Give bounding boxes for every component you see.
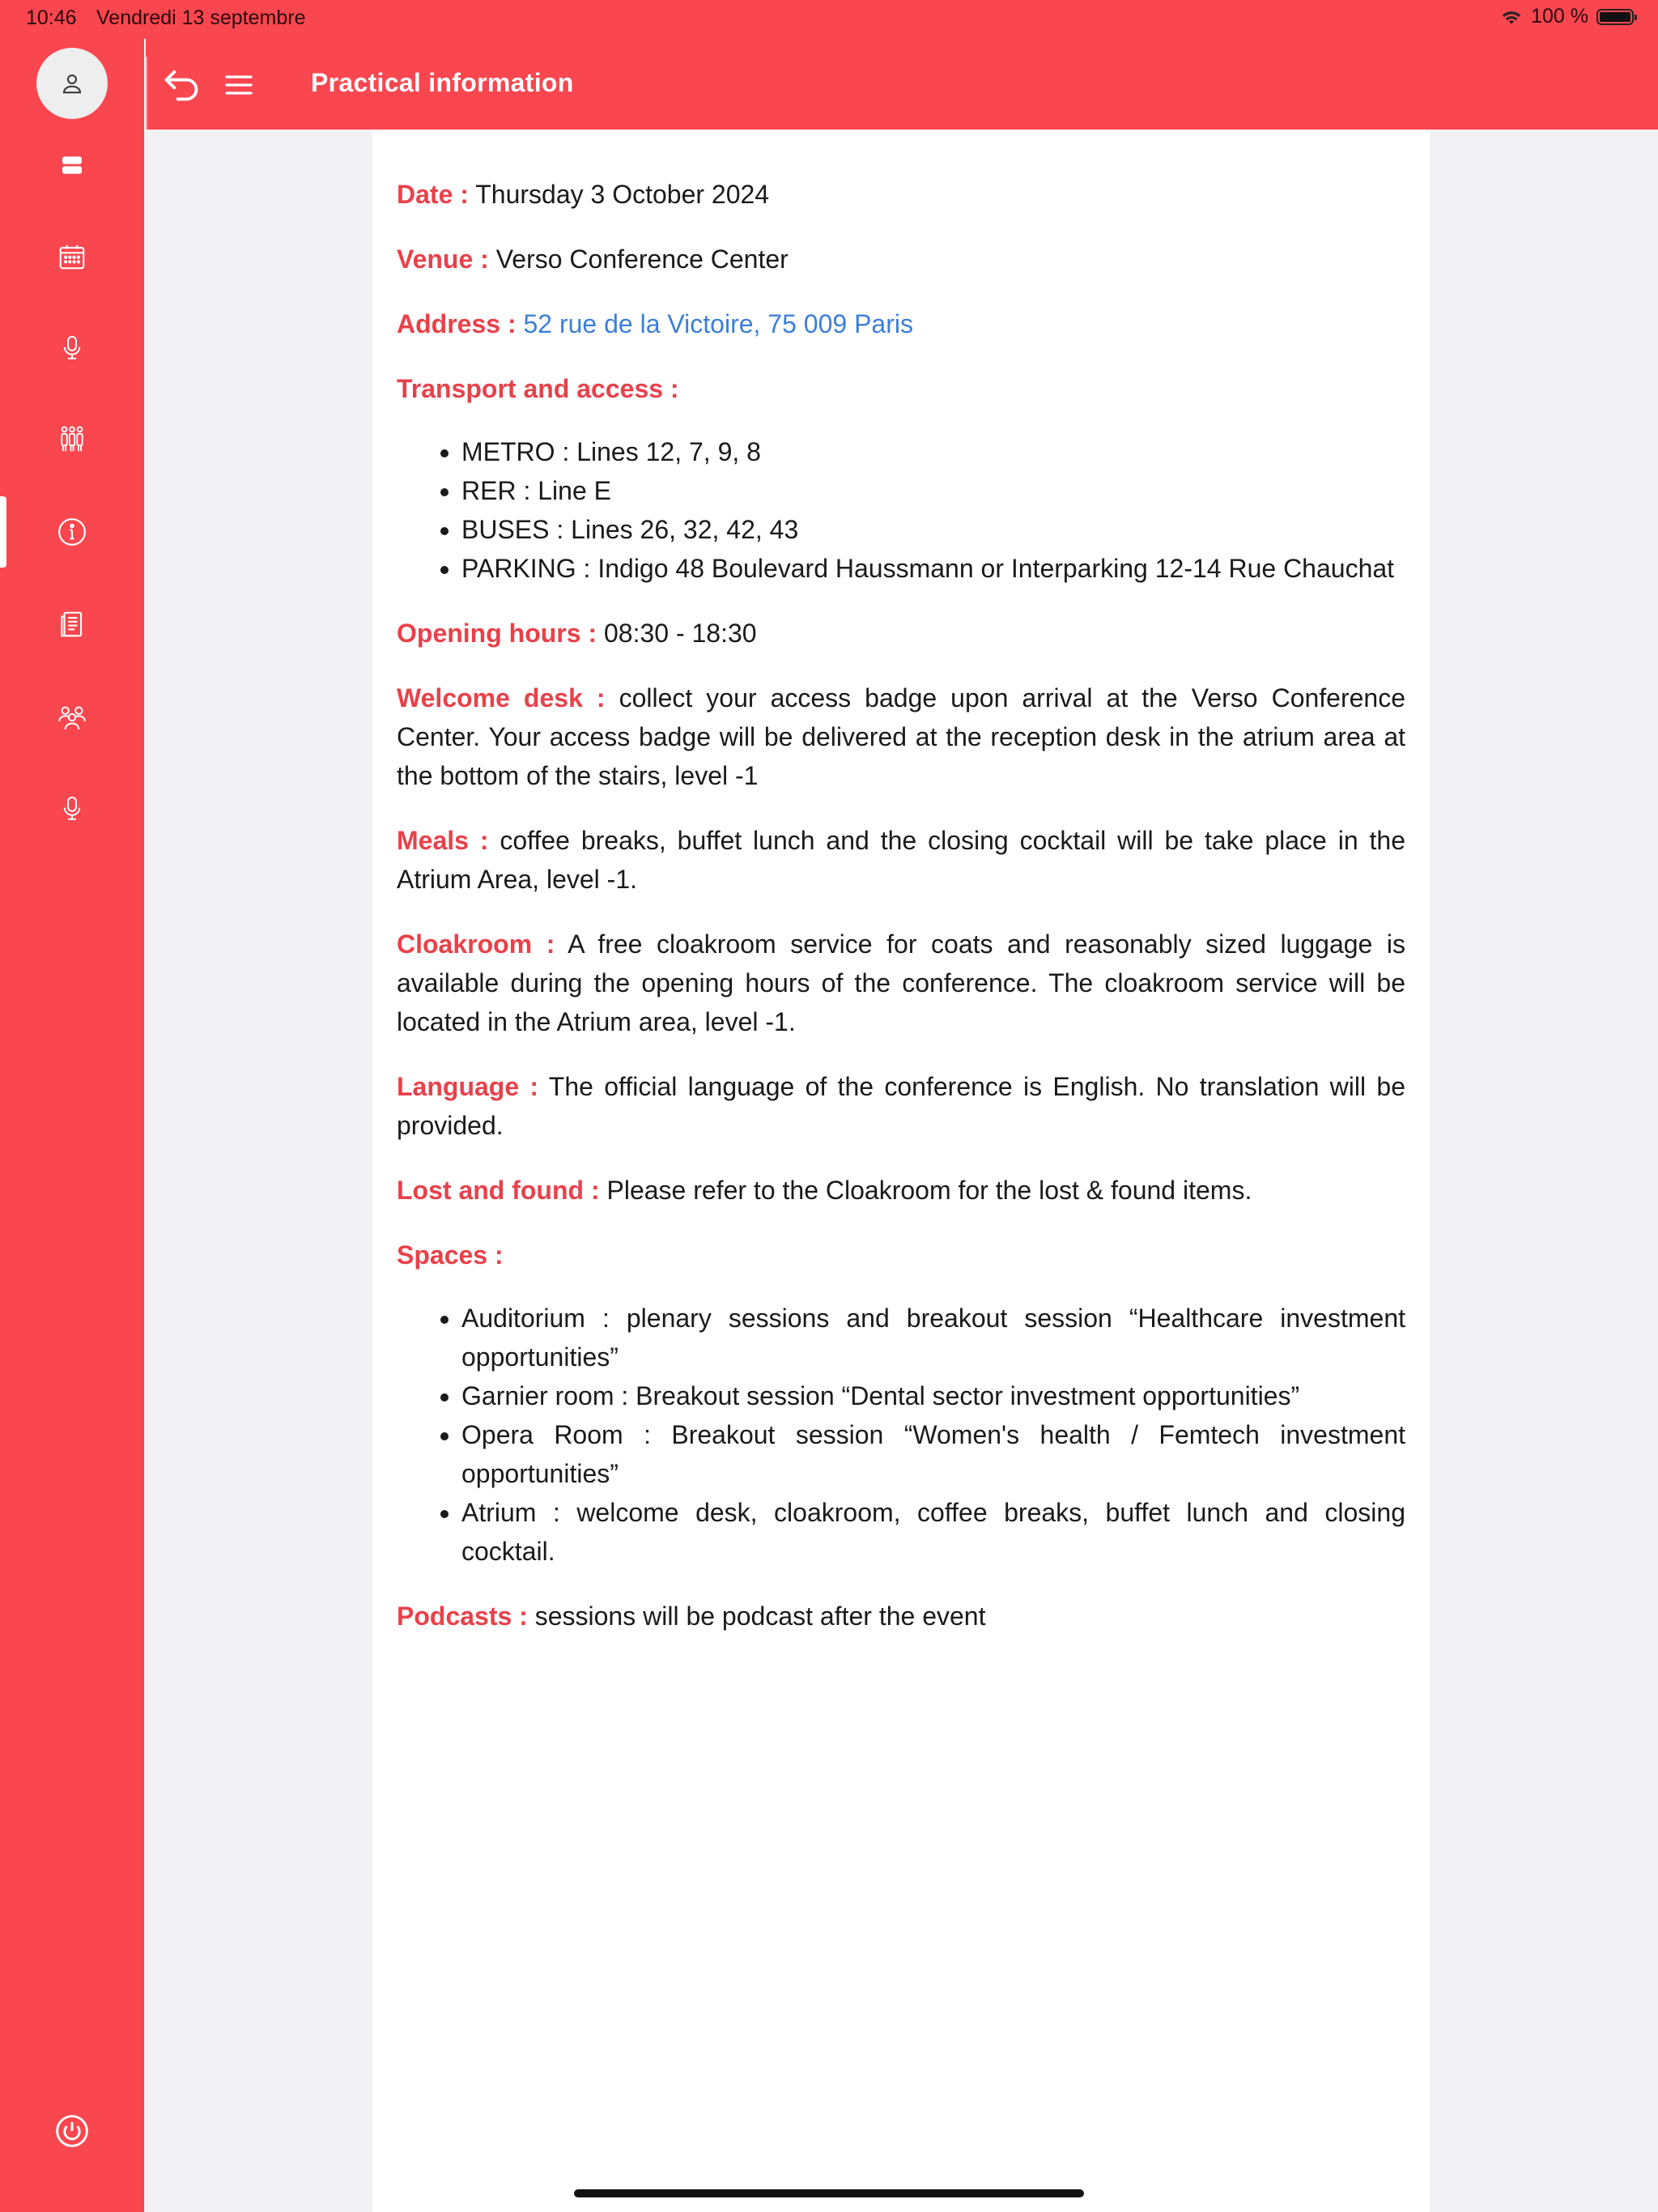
document-icon bbox=[57, 608, 87, 640]
back-arrow-icon bbox=[160, 63, 202, 105]
spaces-list bbox=[397, 1299, 1405, 1571]
venue-value: Verso Conference Center bbox=[495, 245, 789, 274]
list-item: • PARKING : Indigo 48 Boulevard Haussmann or Interparking 12-14 Rue Chauchat bbox=[461, 549, 1405, 588]
header-divider bbox=[146, 57, 147, 130]
sidebar-item-practical-info[interactable] bbox=[0, 500, 144, 564]
address-link[interactable]: 52 rue de la Victoire, 75 009 Paris bbox=[523, 309, 913, 338]
profile-avatar-button[interactable] bbox=[36, 48, 108, 119]
podcasts-row bbox=[397, 1597, 1405, 1636]
back-button[interactable] bbox=[159, 62, 204, 107]
welcome-label: Welcome desk : bbox=[397, 683, 606, 713]
practical-info-body bbox=[397, 175, 1405, 1661]
date-label: Date : bbox=[397, 180, 469, 209]
sidebar bbox=[0, 0, 144, 2212]
lost-found-row bbox=[397, 1171, 1405, 1210]
sidebar-item-home[interactable] bbox=[0, 133, 144, 198]
wifi-icon bbox=[1500, 8, 1523, 26]
list-item: • METRO : Lines 12, 7, 9, 8 bbox=[461, 432, 1405, 471]
sidebar-item-networking[interactable] bbox=[0, 685, 144, 750]
sidebar-item-speakers[interactable] bbox=[0, 316, 144, 381]
date-value: Thursday 3 October 2024 bbox=[475, 180, 770, 209]
list-item: • Opera Room : Breakout session “Women's health / Femtech investment opportunities” bbox=[461, 1415, 1405, 1493]
list-item: • Atrium : welcome desk, cloakroom, coffee breaks, buffet lunch and closing cocktail. bbox=[461, 1493, 1405, 1571]
lost-found-label: Lost and found : bbox=[397, 1176, 600, 1205]
microphone-icon bbox=[58, 332, 86, 364]
list-item: • BUSES : Lines 26, 32, 42, 43 bbox=[461, 510, 1405, 549]
status-bar bbox=[0, 0, 1658, 39]
address-row bbox=[397, 304, 1405, 343]
list-item: • Auditorium : plenary sessions and breakout session “Healthcare investment opportunities” bbox=[461, 1299, 1405, 1376]
logout-button[interactable] bbox=[52, 2111, 92, 2151]
opening-value: 08:30 - 18:30 bbox=[603, 619, 757, 648]
list-item: • Garnier room : Breakout session “Dental sector investment opportunities” bbox=[461, 1376, 1405, 1415]
power-icon bbox=[54, 2113, 90, 2149]
hamburger-menu-icon bbox=[223, 69, 255, 101]
list-item: • RER : Line E bbox=[461, 471, 1405, 510]
content-card bbox=[372, 130, 1430, 2212]
home-indicator[interactable] bbox=[574, 2189, 1084, 2197]
cloakroom-label: Cloakroom : bbox=[397, 929, 555, 959]
sidebar-item-agenda[interactable] bbox=[0, 224, 144, 289]
sidebar-item-podcasts[interactable] bbox=[0, 776, 144, 841]
transport-row bbox=[397, 369, 1405, 408]
venue-row bbox=[397, 240, 1405, 279]
battery-icon bbox=[1596, 9, 1634, 25]
calendar-icon bbox=[57, 241, 87, 272]
opening-row bbox=[397, 614, 1405, 653]
menu-button[interactable] bbox=[220, 66, 257, 104]
status-right bbox=[1500, 5, 1634, 28]
opening-label: Opening hours : bbox=[397, 619, 597, 648]
cloakroom-row bbox=[397, 925, 1405, 1041]
server-icon bbox=[59, 152, 85, 178]
transport-list bbox=[397, 432, 1405, 588]
meals-row bbox=[397, 821, 1405, 899]
status-time: 10:46 bbox=[26, 6, 77, 29]
venue-label: Venue : bbox=[397, 245, 489, 274]
podcasts-value: sessions will be podcast after the event bbox=[534, 1602, 986, 1631]
info-icon bbox=[56, 516, 88, 548]
meals-value: coffee breaks, buffet lunch and the closing cocktail will be take place in the Atrium Area, level -1. bbox=[397, 826, 1406, 894]
transport-label: Transport and access : bbox=[397, 374, 679, 403]
sidebar-item-participants[interactable] bbox=[0, 407, 144, 472]
address-label: Address : bbox=[397, 309, 517, 338]
group-icon bbox=[57, 424, 87, 455]
meals-label: Meals : bbox=[397, 826, 489, 855]
language-value: The official language of the conference is English. No translation will be provided. bbox=[397, 1072, 1406, 1140]
people-icon bbox=[56, 701, 88, 734]
cloakroom-value: A free cloakroom service for coats and reasonably sized luggage is available during the opening hours of the conference. The cloakroom service will be located in the Atrium area, level -1. bbox=[397, 929, 1406, 1036]
welcome-row bbox=[397, 678, 1405, 795]
user-icon bbox=[60, 71, 84, 96]
welcome-value: collect your access badge upon arrival at the Verso Conference Center. Your access badge will be delivered at the reception desk in the atrium area at the bottom of the stairs, level -1 bbox=[397, 683, 1406, 790]
spaces-label: Spaces : bbox=[397, 1240, 504, 1270]
microphone-icon bbox=[58, 793, 86, 825]
battery-percent: 100 % bbox=[1531, 5, 1588, 28]
podcasts-label: Podcasts : bbox=[397, 1602, 528, 1631]
lost-found-value: Please refer to the Cloakroom for the lost & found items. bbox=[606, 1176, 1252, 1205]
language-row bbox=[397, 1067, 1405, 1145]
language-label: Language : bbox=[397, 1072, 539, 1101]
spaces-row bbox=[397, 1236, 1405, 1274]
status-date: Vendredi 13 septembre bbox=[96, 6, 306, 29]
date-row bbox=[397, 175, 1405, 214]
sidebar-item-documents[interactable] bbox=[0, 592, 144, 657]
page-title: Practical information bbox=[311, 68, 574, 97]
